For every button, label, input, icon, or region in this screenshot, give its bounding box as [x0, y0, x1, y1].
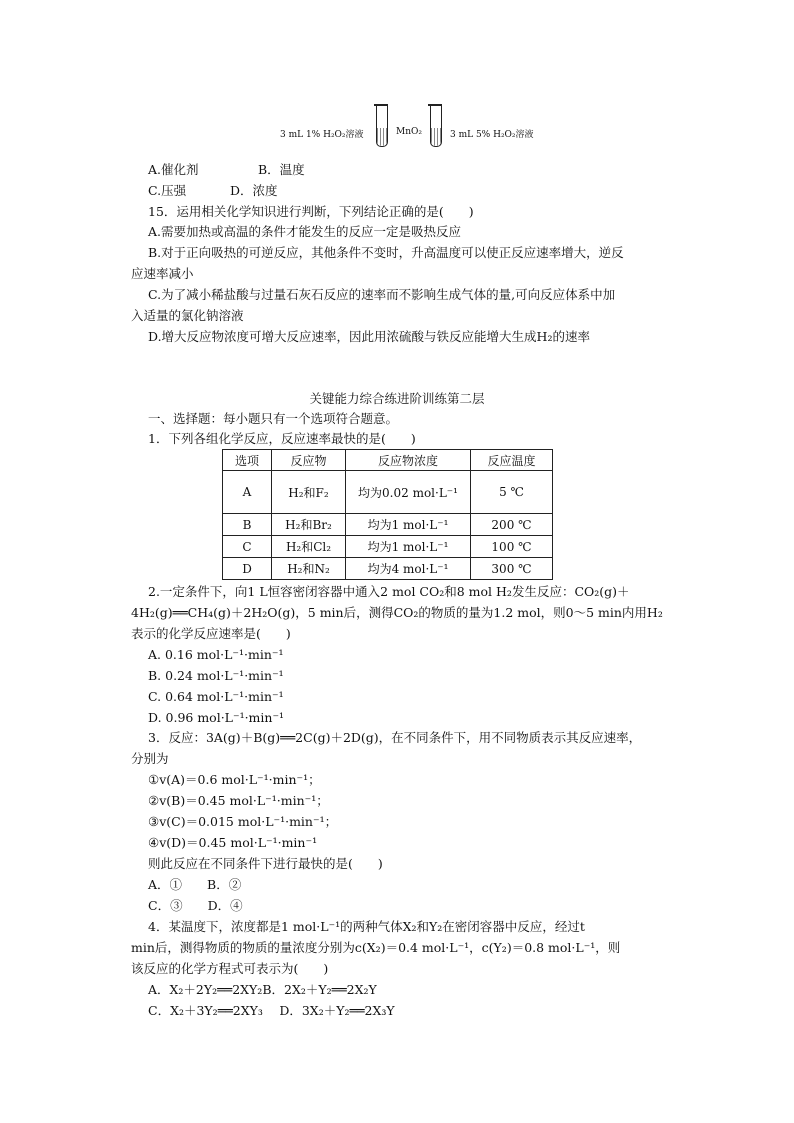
- q14-option-a: A.催化剂: [148, 162, 199, 177]
- left-test-tube-icon: [376, 106, 388, 147]
- q4-line-3: 该反应的化学方程式可表示为( ): [131, 961, 329, 976]
- q2-option-a: A. 0.16 mol·L⁻¹·min⁻¹: [148, 647, 284, 662]
- table-row: [223, 471, 553, 514]
- q14-option-b: B．温度: [258, 162, 305, 177]
- table-cell: D: [223, 558, 272, 580]
- table-row: [223, 514, 553, 536]
- q3-ask: 则此反应在不同条件下进行最快的是( ): [148, 856, 383, 871]
- q15-option-c: C.为了减小稀盐酸与过量石灰石反应的速率而不影响生成气体的量,可向反应体系中加: [148, 287, 616, 302]
- table-header: 选项: [223, 450, 272, 471]
- table-header: 反应温度: [471, 450, 553, 471]
- q3-line-2: 分别为: [131, 751, 169, 766]
- q15-option-b: B.对于正向吸热的可逆反应，其他条件不变时，升高温度可以使正反应速率增大，逆反: [148, 245, 624, 260]
- q14-option-c: C.压强: [148, 183, 187, 198]
- section-title: 关键能力综合练进阶训练第二层: [309, 391, 485, 406]
- table-cell: 均为4 mol·L⁻¹: [346, 558, 471, 580]
- table-cell: H₂和F₂: [272, 471, 346, 514]
- table-row: [223, 558, 553, 580]
- q4-options-row-2: C．X₂＋3Y₂══2XY₃ D．3X₂＋Y₂══2X₃Y: [148, 1003, 395, 1018]
- q2-option-b: B. 0.24 mol·L⁻¹·min⁻¹: [148, 668, 284, 683]
- test-tube-figure: [280, 100, 534, 155]
- table-cell: 300 ℃: [471, 558, 553, 580]
- table-cell: 5 ℃: [471, 471, 553, 514]
- table-cell: 100 ℃: [471, 536, 553, 558]
- q1-stem: 1．下列各组化学反应，反应速率最快的是( ): [148, 431, 416, 446]
- q3-line-1: 3．反应：3A(g)＋B(g)══2C(g)＋2D(g)，在不同条件下，用不同物质表示其反应速率，: [148, 730, 642, 745]
- table-cell: 均为1 mol·L⁻¹: [346, 536, 471, 558]
- q3-rate-4: ④v(D)＝0.45 mol·L⁻¹·min⁻¹: [148, 835, 318, 850]
- left-tube-label: 3 mL 1% H₂O₂溶液: [280, 130, 364, 140]
- table-header: 反应物: [272, 450, 346, 471]
- q4-options-row-1: A．X₂＋2Y₂══2XY₂B．2X₂＋Y₂══2X₂Y: [148, 982, 377, 997]
- table-cell: B: [223, 514, 272, 536]
- q3-rate-1: ①v(A)＝0.6 mol·L⁻¹·min⁻¹；: [148, 772, 321, 787]
- q4-line-1: 4．某温度下，浓度都是1 mol·L⁻¹的两种气体X₂和Y₂在密闭容器中反应，经过t: [148, 919, 585, 934]
- q4-line-2: min后，测得物质的物质的量浓度分别为c(X₂)＝0.4 mol·L⁻¹，c(Y₂)＝0.8 mol·L⁻¹，则: [131, 940, 621, 955]
- q3-rate-2: ②v(B)＝0.45 mol·L⁻¹·min⁻¹；: [148, 793, 329, 808]
- q15-option-c-cont: 入适量的氯化钠溶液: [131, 308, 244, 323]
- q3-rate-3: ③v(C)＝0.015 mol·L⁻¹·min⁻¹；: [148, 814, 338, 829]
- table-cell: H₂和N₂: [272, 558, 346, 580]
- table-cell: 200 ℃: [471, 514, 553, 536]
- right-tube-label: 3 mL 5% H₂O₂溶液: [450, 130, 534, 140]
- q2-line-2: 4H₂(g)══CH₄(g)＋2H₂O(g)，5 min后，测得CO₂的物质的量为1.2 mol，则0～5 min内用H₂: [131, 605, 663, 620]
- q2-option-d: D. 0.96 mol·L⁻¹·min⁻¹: [148, 710, 285, 725]
- q3-options-row-2: C．③ D．④: [148, 898, 243, 913]
- q1-table: [222, 449, 553, 580]
- table-row: [223, 536, 553, 558]
- table-cell: H₂和Cl₂: [272, 536, 346, 558]
- table-cell: H₂和Br₂: [272, 514, 346, 536]
- part1-heading: 一、选择题：每小题只有一个选项符合题意。: [148, 411, 399, 426]
- table-cell: 均为0.02 mol·L⁻¹: [346, 471, 471, 514]
- right-test-tube-icon: [430, 106, 442, 147]
- q2-line-1: 2.一定条件下，向1 L恒容密闭容器中通入2 mol CO₂和8 mol H₂发生反应：CO₂(g)＋: [148, 584, 630, 599]
- q2-line-3: 表示的化学反应速率是( ): [131, 626, 291, 641]
- q15-stem: 15．运用相关化学知识进行判断，下列结论正确的是( ): [148, 204, 474, 219]
- q15-option-b-cont: 应速率减小: [131, 266, 194, 281]
- table-header: 反应物浓度: [346, 450, 471, 471]
- q14-option-d: D．浓度: [230, 183, 278, 198]
- catalyst-label: MnO₂: [396, 127, 422, 137]
- q15-option-a: A.需要加热或高温的条件才能发生的反应一定是吸热反应: [148, 224, 462, 239]
- q3-options-row-1: A．① B．②: [148, 877, 242, 892]
- table-cell: A: [223, 471, 272, 514]
- table-cell: 均为1 mol·L⁻¹: [346, 514, 471, 536]
- q2-option-c: C. 0.64 mol·L⁻¹·min⁻¹: [148, 689, 284, 704]
- q15-option-d: D.增大反应物浓度可增大反应速率，因此用浓硫酸与铁反应能增大生成H₂的速率: [148, 329, 590, 344]
- table-cell: C: [223, 536, 272, 558]
